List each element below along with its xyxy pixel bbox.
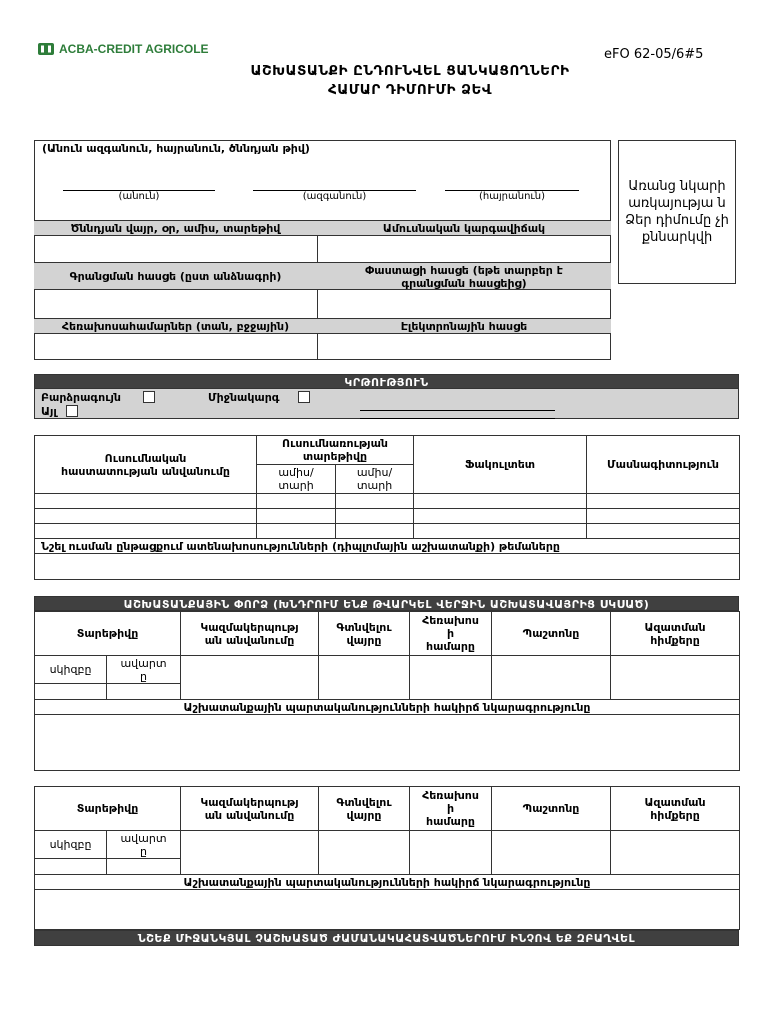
col-org-line2: ան անվանումը — [204, 808, 295, 822]
end-date-input[interactable] — [107, 859, 181, 875]
col-location-line2: վայրը — [346, 633, 382, 647]
col-institution — [35, 436, 257, 494]
phones-input[interactable] — [35, 334, 317, 359]
duties-label: Աշխատանքային պարտականությունների հակիրճ նկարագրությունը — [35, 875, 740, 890]
col-reason-line1: Ազատման — [644, 620, 706, 634]
end-label-line2: ը — [140, 669, 147, 683]
col-organization — [181, 612, 319, 656]
page-title — [140, 62, 680, 100]
col-years-line2: տարեթիվը — [302, 450, 368, 463]
col-location-line1: Գտնվելու — [336, 620, 392, 634]
col-organization — [181, 787, 319, 831]
location-input[interactable] — [319, 656, 410, 700]
table-cell[interactable] — [257, 494, 336, 509]
bank-logo-text: ACBA-CREDIT AGRICOLE — [59, 42, 209, 56]
email-input[interactable] — [318, 334, 610, 359]
secondary-label: Միջնակարգ — [208, 391, 280, 404]
end-label-line1: ավարտ — [120, 831, 167, 845]
col-position: Պաշտոնը — [492, 787, 611, 831]
table-cell[interactable] — [336, 524, 414, 539]
reason-input[interactable] — [611, 656, 740, 700]
start-label: սկիզբը — [35, 656, 107, 684]
bank-logo-icon — [38, 42, 54, 56]
higher-label: Բարձրագույն — [41, 391, 121, 404]
secondary-checkbox[interactable] — [298, 391, 310, 403]
col-phone-line2: ի — [446, 802, 455, 815]
table-row — [35, 494, 740, 509]
actual-address-label — [317, 262, 611, 290]
table-cell[interactable] — [35, 509, 257, 524]
form-code: eFO 62-05/6#5 — [604, 47, 704, 62]
table-cell[interactable] — [414, 509, 587, 524]
actual-address-label-line1: Փաստացի հասցե (եթե տարբեր է — [365, 264, 563, 277]
table-cell[interactable] — [587, 524, 740, 539]
reg-address-input[interactable] — [35, 290, 317, 318]
start-date-input[interactable] — [35, 684, 107, 700]
table-cell[interactable] — [257, 524, 336, 539]
col-reason — [611, 612, 740, 656]
table-row — [35, 509, 740, 524]
marital-input[interactable] — [318, 236, 610, 262]
reason-input[interactable] — [611, 831, 740, 875]
col-years-line1: Ուսումնառության — [282, 437, 388, 450]
thesis-input[interactable] — [35, 554, 740, 580]
start-label: սկիզբը — [35, 831, 107, 859]
marital-label: Ամուսնական կարգավիճակ — [317, 220, 611, 236]
col-reason-line2: հիմքերը — [650, 633, 700, 647]
col-date: Տարեթիվը — [35, 612, 181, 656]
col-position: Պաշտոնը — [492, 612, 611, 656]
table-cell[interactable] — [35, 494, 257, 509]
actual-address-input[interactable] — [318, 290, 610, 318]
col-to-line1: ամիս/ — [356, 466, 393, 479]
col-institution-line1: Ուսումնական — [104, 451, 187, 465]
col-phone-line3: համարը — [426, 815, 475, 828]
other-checkbox[interactable] — [66, 405, 78, 417]
table-cell[interactable] — [414, 524, 587, 539]
end-label-line2: ը — [140, 844, 147, 858]
table-cell[interactable] — [587, 509, 740, 524]
email-label: Էլեկտրոնային հասցե — [317, 318, 611, 334]
first-name-caption: (անուն) — [118, 191, 160, 202]
col-reason — [611, 787, 740, 831]
col-from-line2: տարի — [278, 479, 314, 492]
col-location — [319, 787, 410, 831]
table-cell[interactable] — [336, 494, 414, 509]
patronymic-caption: (հայրանուն) — [478, 191, 546, 202]
col-org-line1: Կազմակերպությ — [200, 620, 299, 634]
photo-placeholder[interactable] — [618, 140, 736, 284]
col-org-line2: ան անվանումը — [204, 633, 295, 647]
bank-logo — [38, 42, 209, 56]
table-cell[interactable] — [414, 494, 587, 509]
location-input[interactable] — [319, 831, 410, 875]
duties-label: Աշխատանքային պարտականությունների հակիրճ նկարագրությունը — [35, 700, 740, 715]
last-name-caption: (ազգանուն) — [302, 191, 367, 202]
col-specialty: Մասնագիտություն — [587, 436, 740, 494]
phone-input[interactable] — [410, 831, 492, 875]
education-level-row — [34, 389, 739, 419]
education-other-line-1[interactable] — [360, 410, 555, 411]
other-label: Այլ — [41, 405, 57, 418]
work-table-1 — [34, 611, 740, 771]
col-location-line2: վայրը — [346, 808, 382, 822]
actual-address-label-line2: գրանցման հասցեից) — [401, 277, 527, 290]
title-line-1: ԱՇԽԱՏԱՆՔԻ ԸՆԴՈՒՆՎԵԼ ՑԱՆԿԱՑՈՂՆԵՐԻ — [250, 63, 570, 79]
end-label-line1: ավարտ — [120, 656, 167, 670]
col-to-line2: տարի — [356, 479, 393, 492]
name-instruction: (Անուն ազգանուն, հայրանուն, ծննդյան թիվ) — [42, 142, 310, 155]
higher-checkbox[interactable] — [143, 391, 155, 403]
org-input[interactable] — [181, 831, 319, 875]
col-from-line1: ամիս/ — [278, 466, 314, 479]
col-date: Տարեթիվը — [35, 787, 181, 831]
table-cell[interactable] — [257, 509, 336, 524]
table-row — [35, 524, 740, 539]
col-phone-line1: Հեռախոս — [422, 614, 479, 627]
position-input[interactable] — [492, 831, 611, 875]
org-input[interactable] — [181, 656, 319, 700]
birth-input[interactable] — [35, 236, 317, 262]
table-cell[interactable] — [35, 524, 257, 539]
title-line-2: ՀԱՄԱՐ ԴԻՄՈՒՄԻ ՁԵՎ — [327, 82, 493, 98]
thesis-label: Նշել ուսման ընթացքում ատենախոսությունների (դիպլոմային աշխատանքի) թեմաները — [35, 539, 740, 554]
duties-input[interactable] — [35, 715, 740, 771]
col-phone-line3: համարը — [426, 640, 475, 653]
col-org-line1: Կազմակերպությ — [200, 795, 299, 809]
duties-input[interactable] — [35, 890, 740, 930]
phones-label: Հեռախոսահամարներ (տան, բջջային) — [34, 318, 318, 334]
table-cell[interactable] — [587, 494, 740, 509]
col-location — [319, 612, 410, 656]
col-reason-line2: հիմքերը — [650, 808, 700, 822]
col-reason-line1: Ազատման — [644, 795, 706, 809]
col-years — [257, 436, 414, 465]
position-input[interactable] — [492, 656, 611, 700]
col-location-line1: Գտնվելու — [336, 795, 392, 809]
col-phone-line1: Հեռախոս — [422, 789, 479, 802]
col-faculty: Ֆակուլտետ — [414, 436, 587, 494]
end-label — [107, 656, 181, 684]
col-from — [257, 465, 336, 494]
work-table-2 — [34, 786, 740, 930]
col-phone — [410, 612, 492, 656]
education-section-title: ԿՐԹՈՒԹՅՈՒՆ — [34, 374, 739, 389]
col-phone — [410, 787, 492, 831]
start-date-input[interactable] — [35, 859, 107, 875]
col-to — [336, 465, 414, 494]
gap-section-title: ՆՇԵՔ ՄԻՋԱՆԿՅԱԼ ՉԱՇԽԱՏԱԾ ԺԱՄԱՆԱԿԱՀԱՏՎԱԾՆԵՐՈՒՄ ԻՆՉՈՎ ԵՔ ԶԲԱՂՎԵԼ — [34, 930, 739, 946]
phone-input[interactable] — [410, 656, 492, 700]
col-institution-line2: հաստատության անվանումը — [61, 464, 230, 478]
col-phone-line2: ի — [446, 627, 455, 640]
education-table — [34, 435, 740, 580]
end-date-input[interactable] — [107, 684, 181, 700]
table-cell[interactable] — [336, 509, 414, 524]
education-other-line-2[interactable] — [360, 418, 555, 419]
photo-note: Առանց նկարի առկայությա ն Ձեր դիմումը չի քննարկվի — [625, 179, 729, 245]
end-label — [107, 831, 181, 859]
work-section-title: ԱՇԽԱՏԱՆՔԱՅԻՆ ՓՈՐՁ (ԽՆԴՐՈՒՄ ԵՆՔ ԹՎԱՐԿԵԼ ՎԵՐՋԻՆ ԱՇԽԱՏԱՎԱՅՐԻՑ ՍԿՍԱԾ) — [34, 596, 739, 611]
birth-label: Ծննդյան վայր, օր, ամիս, տարեթիվ — [34, 220, 318, 236]
reg-address-label: Գրանցման հասցե (ըստ անձնագրի) — [34, 262, 318, 290]
